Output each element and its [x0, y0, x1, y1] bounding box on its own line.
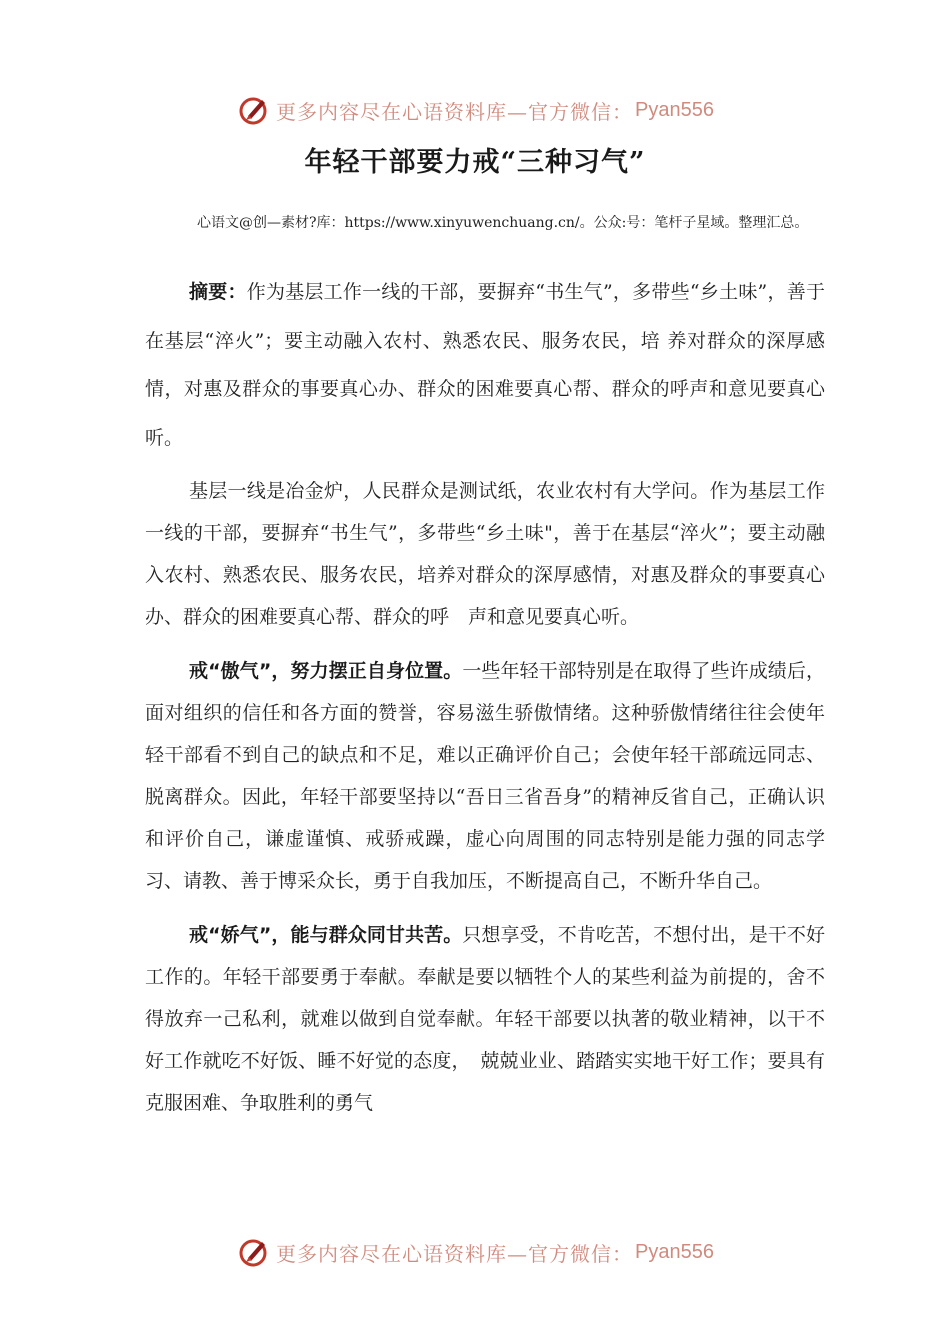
section2-paragraph [145, 914, 825, 1124]
abstract-paragraph [145, 268, 825, 462]
footer-banner [0, 1232, 950, 1272]
banner-text: 更多内容尽在心语资料库—官方微信： [276, 99, 634, 124]
abstract-text: 作为基层工作一线的干部，要摒弃“书生气”，多带些“乡土味”，善于在基层“淬火”；要主动融入农村、熟悉农民、服务农民，培 养对群众的深厚感情，对惠及群众的事要真心办、群众的困难要真心帮、群众的呼声和意见要真心听。 [145, 281, 825, 449]
header-banner [0, 90, 950, 130]
section2-text: 只想享受，不肯吃苦，不想付出，是干不好工作的。年轻干部要勇于奉献。奉献是要以牺牲个人的某些利益为前提的，舍不得放弃一己私利，就难以做到自觉奉献。年轻干部要以执著的敬业精神，以干不好工作就吃不好饭、睡不好觉的态度， 兢兢业业、踏踏实实地干好工作；要具有克服困难、争取胜利的勇气 [145, 924, 825, 1114]
abstract-lead: 摘要： [189, 281, 247, 303]
logo-icon [236, 92, 272, 128]
article-body [145, 268, 825, 1124]
banner-wechat-id: Pyan556 [635, 1240, 714, 1263]
source-line: 心语文@创—素材?库：https://www.xinyuwenchuang.cn/。公众:号：笔杆子星域。整理汇总。 [197, 215, 809, 231]
intro-paragraph: 基层一线是冶金炉，人民群众是测试纸，农业农村有大学问。作为基层工作一线的干部，要摒弃“书生气”，多带些“乡土味"，善于在基层“淬火”；要主动融入农村、熟悉农民、服务农民，培养对群众的深厚感情，对惠及群众的事要真心办、群众的困难要真心帮、群众的呼 声和意见要真心听。 [145, 480, 825, 628]
page-title: 年轻干部要力戒“三种习气” [304, 147, 646, 178]
section2-lead: 戒“娇气”，能与群众同甘共苦。 [189, 924, 463, 946]
section1-paragraph [145, 650, 825, 902]
section1-lead: 戒“傲气”，努力摆正自身位置。 [189, 660, 463, 682]
logo-icon [236, 1234, 272, 1270]
section1-text: 一些年轻干部特别是在取得了些许成绩后，面对组织的信任和各方面的赞誉，容易滋生骄傲情绪。这种骄傲情绪往往会使年轻干部看不到自己的缺点和不足，难以正确评价自己；会使年轻干部疏远同志、脱离群众。因此，年轻干部要坚持以“吾日三省吾身”的精神反省自己，正确认识和评价自己，谦虚谨慎、戒骄戒躁，虚心向周围的同志特别是能力强的同志学习、请教、善于博采众长，勇于自我加压，不断提高自己，不断升华自己。 [145, 660, 825, 892]
banner-wechat-id: Pyan556 [635, 98, 714, 121]
banner-text: 更多内容尽在心语资料库—官方微信： [276, 1241, 634, 1266]
